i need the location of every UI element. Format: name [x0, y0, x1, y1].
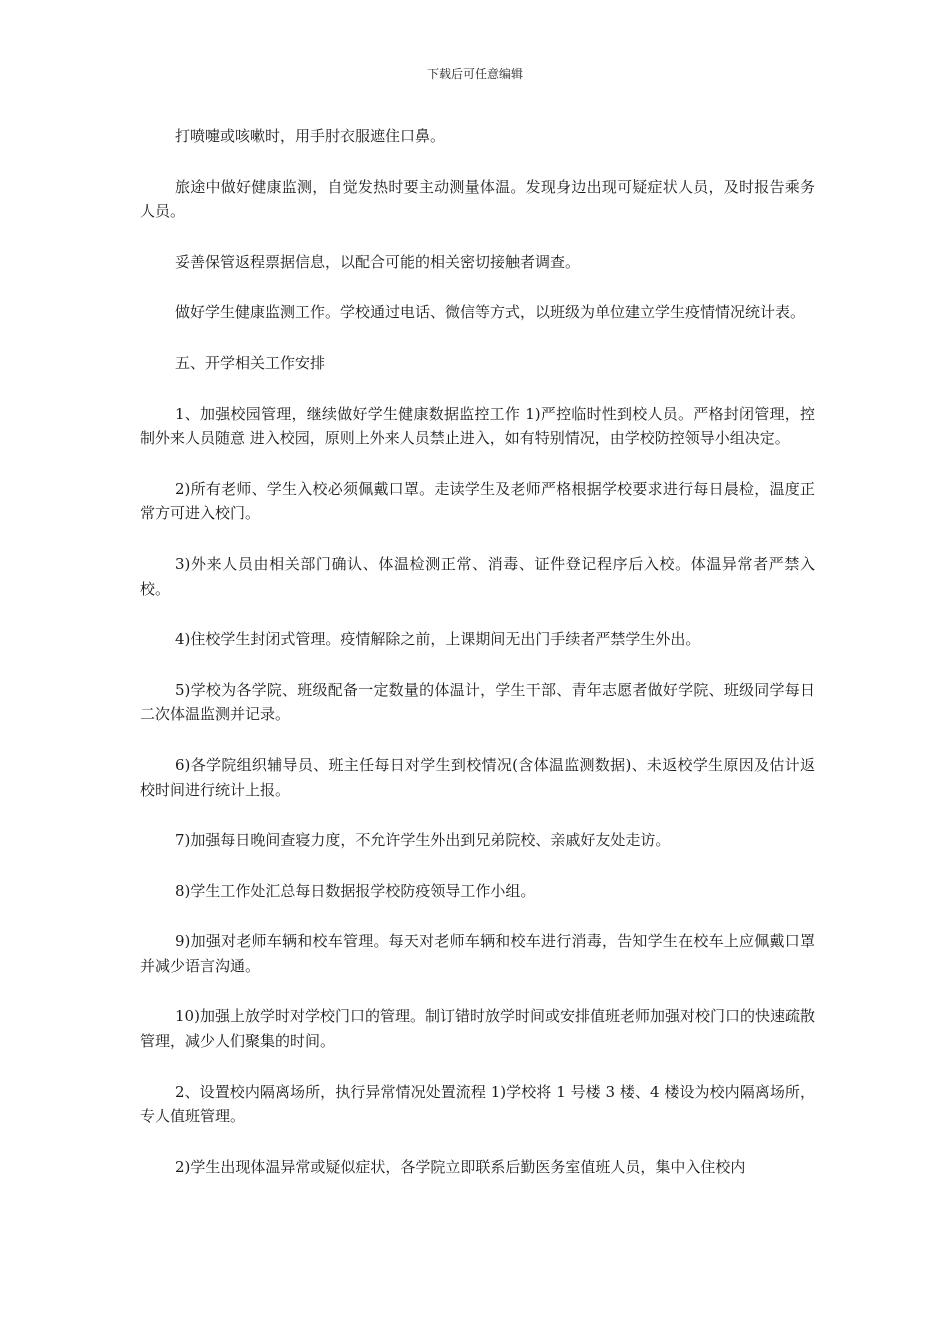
paragraph: 5)学校为各学院、班级配备一定数量的体温计，学生干部、青年志愿者做好学院、班级同学每日二次体温监测并记录。 [140, 680, 815, 724]
paragraph: 2)学生出现体温异常或疑似症状，各学院立即联系后勤医务室值班人员，集中入住校内 [175, 1157, 746, 1176]
paragraph: 做好学生健康监测工作。学校通过电话、微信等方式，以班级为单位建立学生疫情情况统计表。 [175, 303, 806, 322]
paragraph: 2、设置校内隔离场所，执行异常情况处置流程 1)学校将 1 号楼 3 楼、4 楼设为校内隔离场所，专人值班管理。 [140, 1082, 815, 1126]
paragraph: 旅途中做好健康监测，自觉发热时要主动测量体温。发现身边出现可疑症状人员，及时报告乘务人员。 [140, 177, 815, 221]
paragraph: 妥善保管返程票据信息，以配合可能的相关密切接触者调查。 [175, 252, 581, 271]
paragraph: 8)学生工作处汇总每日数据报学校防疫领导工作小组。 [175, 881, 536, 900]
document-body [140, 124, 815, 1205]
paragraph: 4)住校学生封闭式管理。疫情解除之前，上课期间无出门手续者严禁学生外出。 [175, 630, 701, 649]
section-heading: 五、开学相关工作安排 [175, 353, 326, 372]
paragraph: 6)各学院组织辅导员、班主任每日对学生到校情况(含体温监测数据)、未返校学生原因及估计返校时间进行统计上报。 [140, 755, 815, 799]
paragraph: 10)加强上放学时对学校门口的管理。制订错时放学时间或安排值班老师加强对校门口的快速疏散管理，减少人们聚集的时间。 [140, 1007, 815, 1051]
paragraph: 7)加强每日晚间查寝力度，不允许学生外出到兄弟院校、亲戚好友处走访。 [175, 831, 671, 850]
paragraph: 1、加强校园管理，继续做好学生健康数据监控工作 1)严控临时性到校人员。严格封闭管理，控制外来人员随意 进入校园，原则上外来人员禁止进入，如有特别情况，由学校防控领导小组决定。 [140, 404, 815, 448]
paragraph: 打喷嚏或咳嗽时，用手肘衣服遮住口鼻。 [175, 127, 446, 145]
paragraph: 2)所有老师、学生入校必须佩戴口罩。走读学生及老师严格根据学校要求进行每日晨检，温度正常方可进入校门。 [140, 479, 815, 523]
paragraph: 9)加强对老师车辆和校车管理。每天对老师车辆和校车进行消毒，告知学生在校车上应佩戴口罩并减少语言沟通。 [140, 932, 815, 975]
page-header: 下载后可任意编辑 [426, 67, 523, 81]
paragraph: 3)外来人员由相关部门确认、体温检测正常、消毒、证件登记程序后入校。体温异常者严禁入校。 [140, 554, 815, 598]
